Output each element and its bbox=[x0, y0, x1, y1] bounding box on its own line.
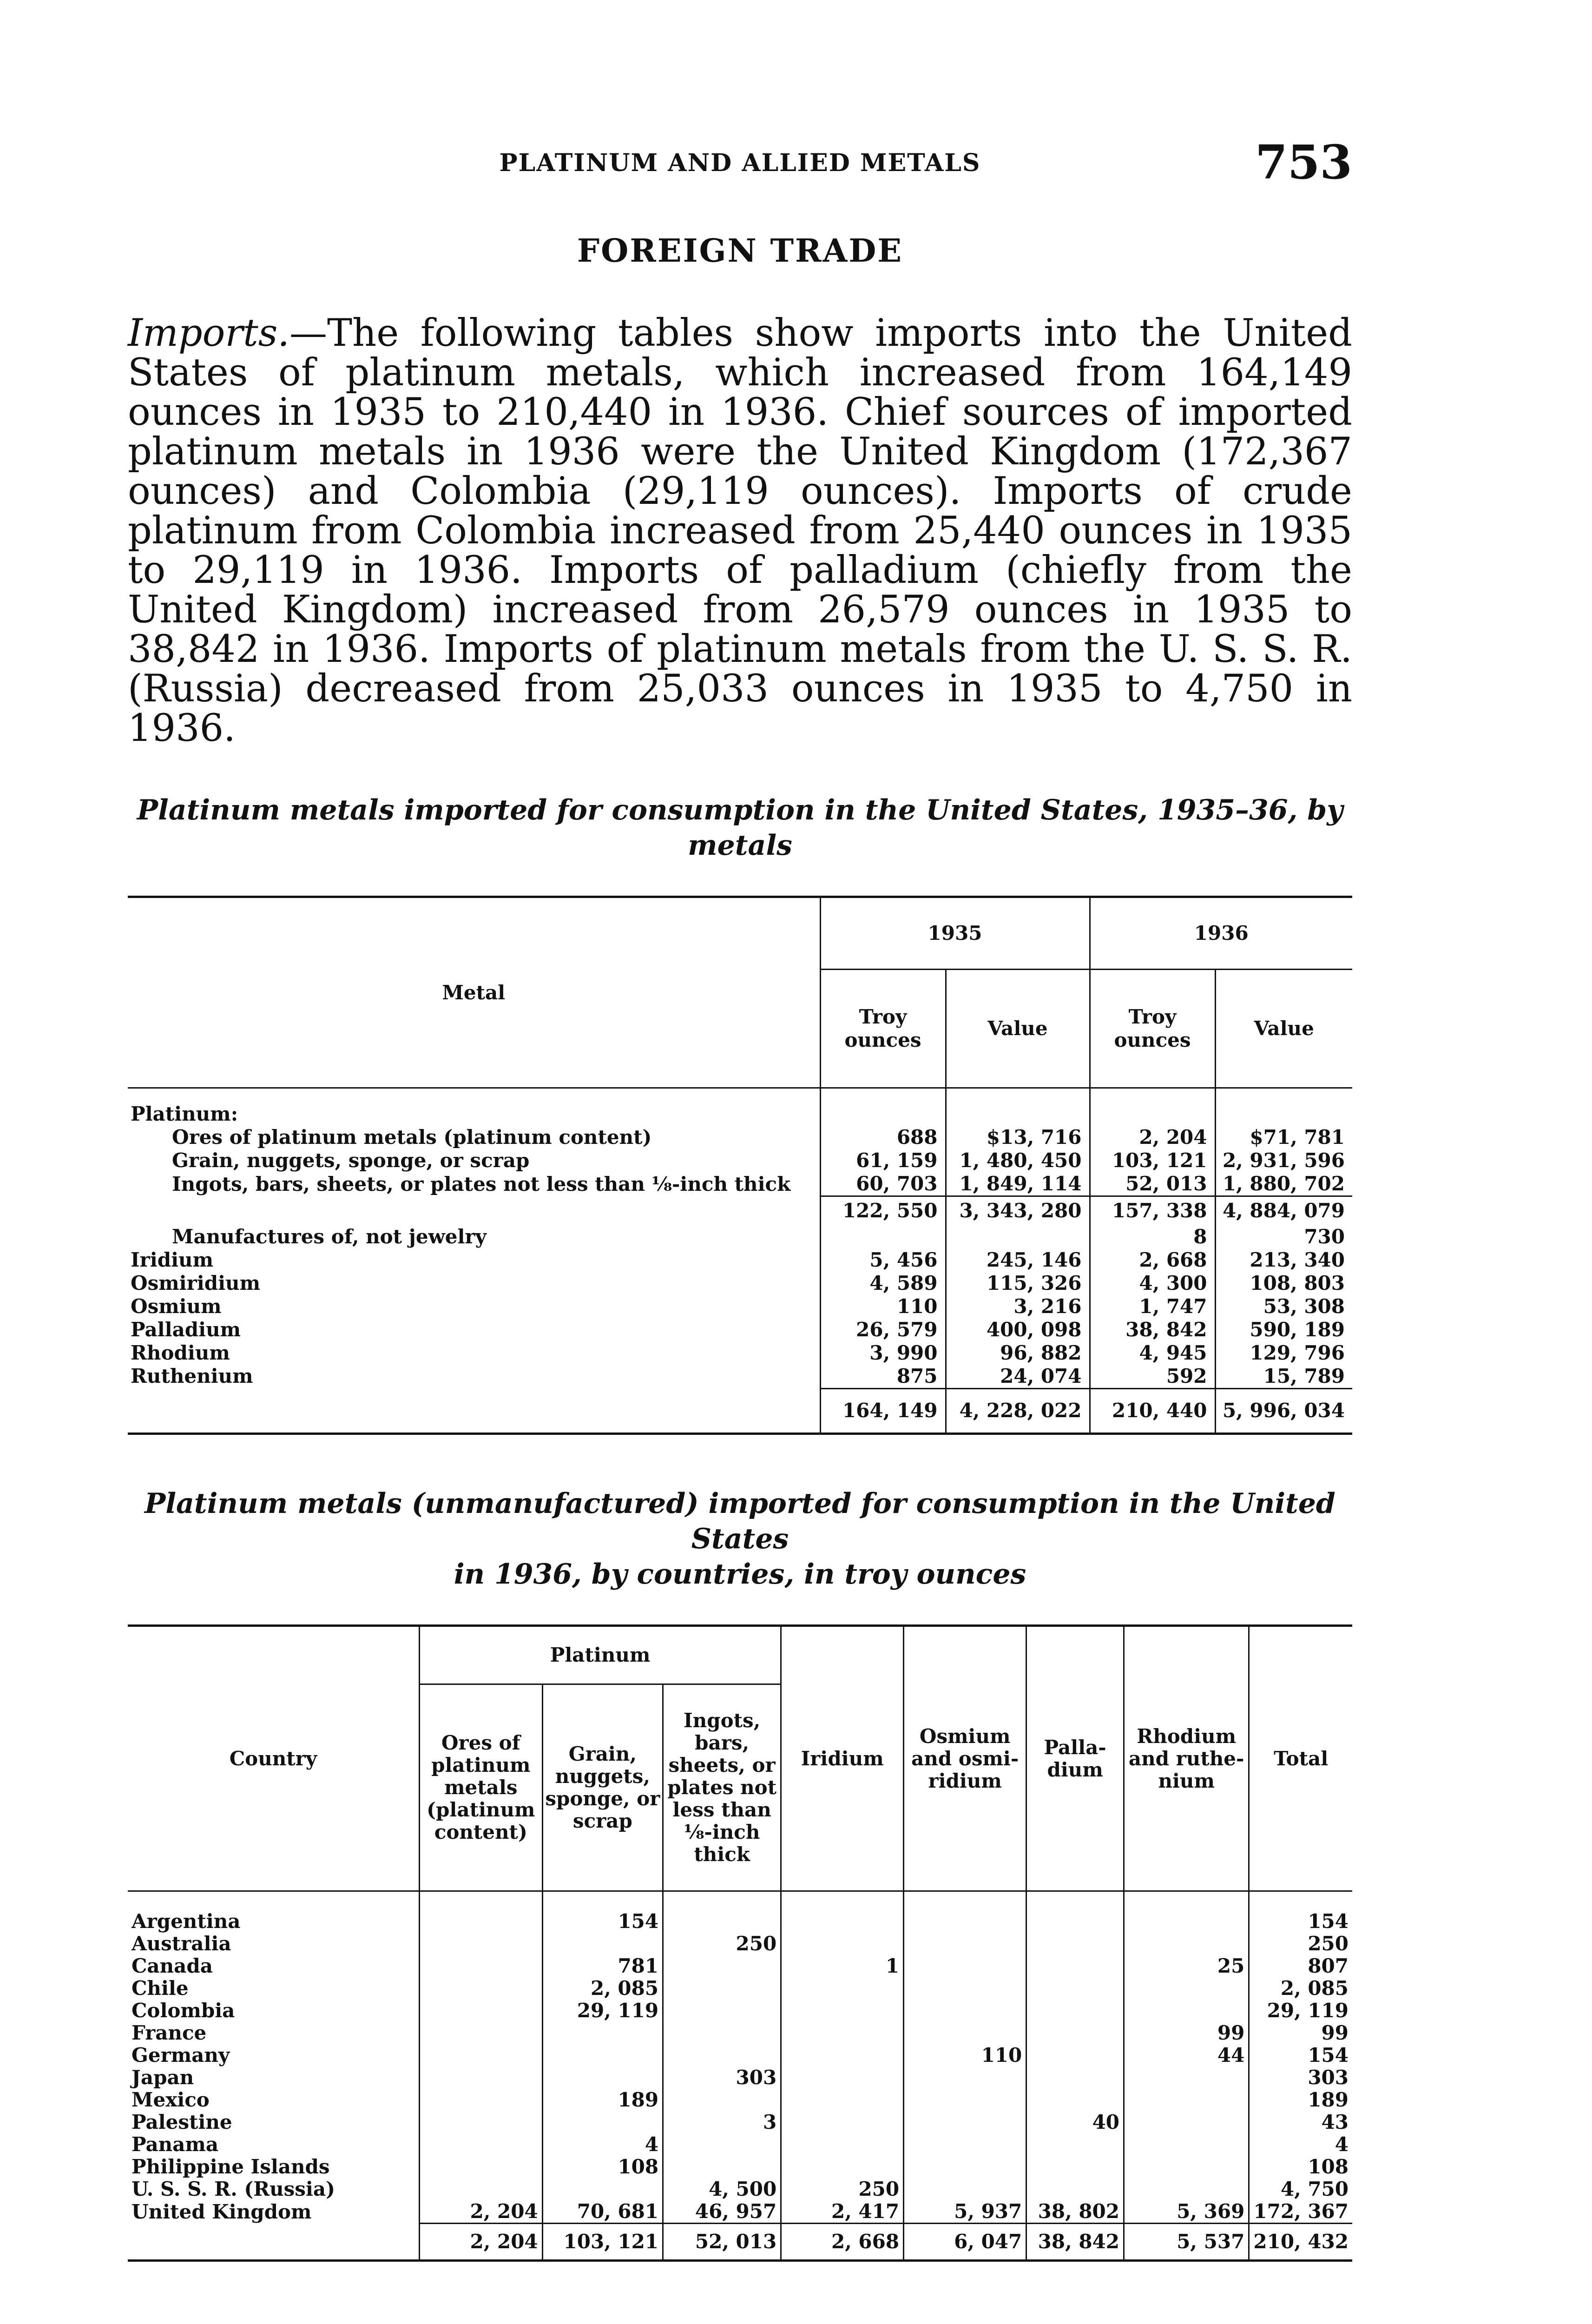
iridium-header: Iridium bbox=[781, 1626, 904, 1891]
cell-rhodium bbox=[1124, 2067, 1249, 2089]
table-row bbox=[128, 1933, 1352, 1955]
cell-palladium bbox=[1026, 1910, 1124, 1933]
year-1935-header: 1935 bbox=[820, 897, 1090, 970]
cell-ores bbox=[419, 2133, 542, 2156]
ingots-header: Ingots, bars, sheets, or plates not less than ⅛-inch thick bbox=[663, 1684, 781, 1891]
cell-grain bbox=[542, 2178, 663, 2200]
table-row bbox=[128, 1341, 1352, 1365]
cell-iridium bbox=[781, 2156, 904, 2178]
cell-ingots bbox=[663, 2000, 781, 2022]
cell-iridium bbox=[781, 2133, 904, 2156]
subtotal-value1935: 3, 343, 280 bbox=[946, 1196, 1090, 1225]
grain-header: Grain, nuggets, sponge, or scrap bbox=[542, 1684, 663, 1891]
cell-troy1936: 38, 842 bbox=[1090, 1318, 1215, 1341]
cell-value1935: 24, 074 bbox=[946, 1365, 1090, 1389]
cell-iridium bbox=[781, 2089, 904, 2111]
subtotal-label-cell bbox=[128, 1196, 820, 1225]
row-label: Ores of platinum metals (platinum content) bbox=[172, 1126, 652, 1149]
table-row bbox=[128, 1955, 1352, 1977]
total-troy1935: 164, 149 bbox=[820, 1388, 946, 1434]
cell-troy1936: 592 bbox=[1090, 1365, 1215, 1389]
cell-total: 154 bbox=[1249, 2044, 1352, 2067]
cell-iridium bbox=[781, 2044, 904, 2067]
cell-ores bbox=[419, 2178, 542, 2200]
cell-palladium bbox=[1026, 1933, 1124, 1955]
cell-iridium bbox=[781, 2022, 904, 2044]
cell-total: 172, 367 bbox=[1249, 2200, 1352, 2224]
cell-ingots bbox=[663, 1977, 781, 2000]
cell-total: 4, 750 bbox=[1249, 2178, 1352, 2200]
cell-palladium: 38, 802 bbox=[1026, 2200, 1124, 2224]
row-label: Iridium bbox=[131, 1248, 214, 1271]
country-name: U. S. S. R. (Russia) bbox=[132, 2178, 335, 2200]
cell-ingots bbox=[663, 2044, 781, 2067]
table-row bbox=[128, 1365, 1352, 1389]
cell-rhodium bbox=[1124, 1933, 1249, 1955]
cell-total: 108 bbox=[1249, 2156, 1352, 2178]
country-name: Germany bbox=[132, 2044, 230, 2067]
cell-grain bbox=[542, 2022, 663, 2044]
grand-total-row bbox=[128, 1388, 1352, 1434]
cell-value1936: 15, 789 bbox=[1215, 1365, 1352, 1389]
cell-iridium: 2, 417 bbox=[781, 2200, 904, 2224]
cell-troy1936: 1, 747 bbox=[1090, 1295, 1215, 1318]
cell-troy1935 bbox=[820, 1225, 946, 1248]
table1-caption: Platinum metals imported for consumption in the United States, 1935–36, by metals bbox=[137, 794, 1343, 862]
cell-iridium: 1 bbox=[781, 1955, 904, 1977]
cell-troy1935: 4, 589 bbox=[820, 1272, 946, 1295]
cell-value1936: 730 bbox=[1215, 1225, 1352, 1248]
cell-ingots bbox=[663, 2156, 781, 2178]
cell-total: 807 bbox=[1249, 1955, 1352, 1977]
cell-ores bbox=[419, 2089, 542, 2111]
cell-value1935: 400, 098 bbox=[946, 1318, 1090, 1341]
grand-total-label-cell bbox=[128, 1388, 820, 1434]
value-1935-header: Value bbox=[946, 970, 1090, 1088]
cell-osmium bbox=[904, 2067, 1026, 2089]
total-value1935: 4, 228, 022 bbox=[946, 1388, 1090, 1434]
cell-rhodium: 99 bbox=[1124, 2022, 1249, 2044]
cell-osmium bbox=[904, 1910, 1026, 1933]
table-row bbox=[128, 2067, 1352, 2089]
row-label: Ingots, bars, sheets, or plates not less than ⅛-inch thick bbox=[172, 1172, 791, 1195]
cell-ores bbox=[419, 2067, 542, 2089]
cell-value1936: 108, 803 bbox=[1215, 1272, 1352, 1295]
intro-paragraph bbox=[128, 311, 1352, 750]
troy-1935-header: Troy ounces bbox=[820, 970, 946, 1088]
subtotal-troy1935: 122, 550 bbox=[820, 1196, 946, 1225]
table2-body bbox=[128, 1891, 1352, 2261]
cell-osmium bbox=[904, 1933, 1026, 1955]
section-title: FOREIGN TRADE bbox=[577, 232, 903, 270]
table-row bbox=[128, 1272, 1352, 1295]
table-row bbox=[128, 1172, 1352, 1196]
cell-iridium bbox=[781, 1910, 904, 1933]
platinum-group-label: Platinum: bbox=[131, 1103, 238, 1125]
osmium-header: Osmium and osmi-ridium bbox=[904, 1626, 1026, 1891]
cell-osmium bbox=[904, 2133, 1026, 2156]
cell-ingots: 250 bbox=[663, 1933, 781, 1955]
total-total: 210, 432 bbox=[1249, 2224, 1352, 2261]
cell-iridium bbox=[781, 2000, 904, 2022]
metal-header: Metal bbox=[128, 897, 820, 1088]
cell-total: 154 bbox=[1249, 1910, 1352, 1933]
imports-by-metal-table bbox=[128, 896, 1352, 1435]
cell-rhodium: 44 bbox=[1124, 2044, 1249, 2067]
cell-grain: 70, 681 bbox=[542, 2200, 663, 2224]
cell-troy1936: 103, 121 bbox=[1090, 1149, 1215, 1172]
cell-osmium bbox=[904, 1977, 1026, 2000]
running-title: PLATINUM AND ALLIED METALS bbox=[499, 149, 981, 177]
cell-ores bbox=[419, 1910, 542, 1933]
cell-rhodium bbox=[1124, 2156, 1249, 2178]
cell-ingots bbox=[663, 2022, 781, 2044]
cell-palladium bbox=[1026, 1955, 1124, 1977]
table-row bbox=[128, 2156, 1352, 2178]
cell-grain bbox=[542, 1933, 663, 1955]
cell-grain: 154 bbox=[542, 1910, 663, 1933]
cell-total: 99 bbox=[1249, 2022, 1352, 2044]
cell-palladium bbox=[1026, 2044, 1124, 2067]
platinum-group-row bbox=[128, 1103, 1352, 1126]
intro-lead: Imports. bbox=[128, 311, 290, 355]
cell-rhodium bbox=[1124, 1910, 1249, 1933]
table-row bbox=[128, 1295, 1352, 1318]
cell-grain bbox=[542, 2111, 663, 2133]
cell-rhodium bbox=[1124, 2000, 1249, 2022]
cell-total: 303 bbox=[1249, 2067, 1352, 2089]
total-osmium: 6, 047 bbox=[904, 2224, 1026, 2261]
cell-rhodium bbox=[1124, 2089, 1249, 2111]
cell-rhodium bbox=[1124, 1977, 1249, 2000]
cell-osmium bbox=[904, 2156, 1026, 2178]
total-rhodium: 5, 537 bbox=[1124, 2224, 1249, 2261]
table-row bbox=[128, 2133, 1352, 2156]
cell-osmium bbox=[904, 2089, 1026, 2111]
cell-total: 4 bbox=[1249, 2133, 1352, 2156]
cell-grain: 781 bbox=[542, 1955, 663, 1977]
cell-troy1935: 26, 579 bbox=[820, 1318, 946, 1341]
cell-value1936: 590, 189 bbox=[1215, 1318, 1352, 1341]
table1-body bbox=[128, 1088, 1352, 1434]
cell-osmium: 5, 937 bbox=[904, 2200, 1026, 2224]
cell-palladium bbox=[1026, 2178, 1124, 2200]
cell-grain: 189 bbox=[542, 2089, 663, 2111]
table-row bbox=[128, 1318, 1352, 1341]
cell-ingots: 303 bbox=[663, 2067, 781, 2089]
country-name: Chile bbox=[132, 1977, 189, 2000]
row-label: Palladium bbox=[131, 1318, 241, 1341]
table-row bbox=[128, 2044, 1352, 2067]
cell-ores: 2, 204 bbox=[419, 2200, 542, 2224]
running-header bbox=[128, 135, 1352, 190]
cell-troy1936: 4, 945 bbox=[1090, 1341, 1215, 1365]
cell-ingots bbox=[663, 1910, 781, 1933]
cell-value1935: 96, 882 bbox=[946, 1341, 1090, 1365]
value-1936-header: Value bbox=[1215, 970, 1352, 1088]
country-name: Australia bbox=[132, 1932, 231, 1955]
platinum-group-header: Platinum bbox=[419, 1626, 781, 1684]
cell-palladium bbox=[1026, 2067, 1124, 2089]
subtotal-value1936: 4, 884, 079 bbox=[1215, 1196, 1352, 1225]
cell-ingots: 4, 500 bbox=[663, 2178, 781, 2200]
cell-troy1936: 52, 013 bbox=[1090, 1172, 1215, 1196]
country-name: Argentina bbox=[132, 1910, 241, 1933]
table-row bbox=[128, 1977, 1352, 2000]
cell-ingots: 46, 957 bbox=[663, 2200, 781, 2224]
table-row bbox=[128, 2200, 1352, 2224]
cell-ores bbox=[419, 1933, 542, 1955]
table-row bbox=[128, 1126, 1352, 1149]
cell-osmium bbox=[904, 2111, 1026, 2133]
cell-iridium bbox=[781, 2067, 904, 2089]
total-iridium: 2, 668 bbox=[781, 2224, 904, 2261]
country-header: Country bbox=[128, 1626, 419, 1891]
cell-ores bbox=[419, 2000, 542, 2022]
cell-ores bbox=[419, 2156, 542, 2178]
cell-value1935 bbox=[946, 1225, 1090, 1248]
cell-rhodium bbox=[1124, 2111, 1249, 2133]
country-name: France bbox=[132, 2021, 207, 2044]
cell-ores bbox=[419, 1955, 542, 1977]
cell-troy1935: 3, 990 bbox=[820, 1341, 946, 1365]
cell-troy1936: 2, 204 bbox=[1090, 1126, 1215, 1149]
ores-header: Ores of platinum metals (platinum content) bbox=[419, 1684, 542, 1891]
cell-iridium bbox=[781, 1977, 904, 2000]
cell-troy1936: 4, 300 bbox=[1090, 1272, 1215, 1295]
table-row bbox=[128, 2000, 1352, 2022]
intro-text: —The following tables show imports into the United States of platinum metals, which increased from 164,149 ounces in 1935 to 210,440 in 1936. Chief sources of imported platinum metals in 1936 were the United Kingdom (172,367 ounces) and Colombia (29,119 ounces). Imports of crude platinum from Colombia increased from 25,440 ounces in 1935 to 29,119 in 1936. Imports of palladium (chiefly from the United Kingdom) increased from 26,579 ounces in 1935 to 38,842 in 1936. Imports of platinum metals from the U. S. S. R. (Russia) decreased from 25,033 ounces in 1935 to 4,750 in 1936. bbox=[128, 311, 1352, 750]
cell-value1936: 53, 308 bbox=[1215, 1295, 1352, 1318]
total-value1936: 5, 996, 034 bbox=[1215, 1388, 1352, 1434]
palladium-header: Palla-dium bbox=[1026, 1626, 1124, 1891]
page-number: 753 bbox=[1255, 135, 1352, 190]
cell-osmium: 110 bbox=[904, 2044, 1026, 2067]
cell-osmium bbox=[904, 2022, 1026, 2044]
row-label: Osmiridium bbox=[131, 1271, 261, 1294]
total-ores: 2, 204 bbox=[419, 2224, 542, 2261]
row-label: Osmium bbox=[131, 1294, 222, 1318]
spacer-row bbox=[128, 1088, 1352, 1103]
cell-value1935: $13, 716 bbox=[946, 1126, 1090, 1149]
cell-ingots bbox=[663, 2133, 781, 2156]
cell-value1936: 1, 880, 702 bbox=[1215, 1172, 1352, 1196]
platinum-subtotal-row bbox=[128, 1196, 1352, 1225]
cell-rhodium bbox=[1124, 2133, 1249, 2156]
total-troy1936: 210, 440 bbox=[1090, 1388, 1215, 1434]
row-label: Ruthenium bbox=[131, 1365, 253, 1388]
cell-value1936: 129, 796 bbox=[1215, 1341, 1352, 1365]
table2-caption-line2: in 1936, by countries, in troy ounces bbox=[454, 1558, 1026, 1591]
document-page bbox=[128, 135, 1352, 2262]
country-name: Panama bbox=[132, 2133, 219, 2156]
cell-iridium: 250 bbox=[781, 2178, 904, 2200]
cell-rhodium bbox=[1124, 2178, 1249, 2200]
country-name: Palestine bbox=[132, 2111, 232, 2133]
cell-grain: 4 bbox=[542, 2133, 663, 2156]
cell-value1936: 213, 340 bbox=[1215, 1248, 1352, 1272]
table2-caption-line1: Platinum metals (unmanufactured) imported for consumption in the United States bbox=[145, 1487, 1335, 1555]
imports-by-country-table bbox=[128, 1624, 1352, 2262]
cell-palladium bbox=[1026, 2133, 1124, 2156]
cell-value1936: $71, 781 bbox=[1215, 1126, 1352, 1149]
cell-iridium bbox=[781, 2111, 904, 2133]
cell-troy1935: 110 bbox=[820, 1295, 946, 1318]
cell-troy1936: 2, 668 bbox=[1090, 1248, 1215, 1272]
country-name: Philippine Islands bbox=[132, 2155, 330, 2178]
cell-value1935: 3, 216 bbox=[946, 1295, 1090, 1318]
spacer-row bbox=[128, 1891, 1352, 1911]
cell-troy1935: 688 bbox=[820, 1126, 946, 1149]
cell-value1935: 245, 146 bbox=[946, 1248, 1090, 1272]
cell-ores bbox=[419, 2111, 542, 2133]
cell-grain: 2, 085 bbox=[542, 1977, 663, 2000]
table-row bbox=[128, 1225, 1352, 1248]
row-label: Rhodium bbox=[131, 1341, 230, 1364]
cell-palladium: 40 bbox=[1026, 2111, 1124, 2133]
country-name: Colombia bbox=[132, 1999, 235, 2022]
country-total-row bbox=[128, 2224, 1352, 2261]
cell-ores bbox=[419, 1977, 542, 2000]
cell-value1935: 1, 849, 114 bbox=[946, 1172, 1090, 1196]
cell-value1935: 1, 480, 450 bbox=[946, 1149, 1090, 1172]
table-row bbox=[128, 1149, 1352, 1172]
cell-troy1935: 5, 456 bbox=[820, 1248, 946, 1272]
country-name: United Kingdom bbox=[132, 2200, 312, 2223]
total-header: Total bbox=[1249, 1626, 1352, 1891]
table-row bbox=[128, 2022, 1352, 2044]
cell-palladium bbox=[1026, 2000, 1124, 2022]
cell-troy1936: 8 bbox=[1090, 1225, 1215, 1248]
cell-ores bbox=[419, 2022, 542, 2044]
cell-osmium bbox=[904, 2178, 1026, 2200]
cell-grain bbox=[542, 2067, 663, 2089]
cell-ingots: 3 bbox=[663, 2111, 781, 2133]
cell-total: 29, 119 bbox=[1249, 2000, 1352, 2022]
cell-troy1935: 875 bbox=[820, 1365, 946, 1389]
row-label: Manufactures of, not jewelry bbox=[172, 1225, 487, 1248]
cell-grain: 108 bbox=[542, 2156, 663, 2178]
table-row bbox=[128, 2111, 1352, 2133]
country-name: Canada bbox=[132, 1954, 213, 1977]
table-row bbox=[128, 2178, 1352, 2200]
cell-total: 189 bbox=[1249, 2089, 1352, 2111]
rhodium-header: Rhodium and ruthe-nium bbox=[1124, 1626, 1249, 1891]
table2-caption bbox=[128, 1486, 1352, 1592]
cell-palladium bbox=[1026, 2089, 1124, 2111]
total-grain: 103, 121 bbox=[542, 2224, 663, 2261]
cell-ingots bbox=[663, 2089, 781, 2111]
cell-palladium bbox=[1026, 2022, 1124, 2044]
cell-rhodium: 25 bbox=[1124, 1955, 1249, 1977]
cell-grain bbox=[542, 2044, 663, 2067]
table-row bbox=[128, 1248, 1352, 1272]
cell-total: 2, 085 bbox=[1249, 1977, 1352, 2000]
cell-total: 250 bbox=[1249, 1933, 1352, 1955]
country-name: Japan bbox=[132, 2066, 194, 2089]
cell-troy1935: 60, 703 bbox=[820, 1172, 946, 1196]
country-name: Mexico bbox=[132, 2088, 210, 2111]
cell-troy1935: 61, 159 bbox=[820, 1149, 946, 1172]
total-ingots: 52, 013 bbox=[663, 2224, 781, 2261]
table-row bbox=[128, 2089, 1352, 2111]
row-label: Grain, nuggets, sponge, or scrap bbox=[172, 1149, 530, 1172]
table-row bbox=[128, 1910, 1352, 1933]
cell-rhodium: 5, 369 bbox=[1124, 2200, 1249, 2224]
cell-value1936: 2, 931, 596 bbox=[1215, 1149, 1352, 1172]
year-1936-header: 1936 bbox=[1090, 897, 1352, 970]
cell-ores bbox=[419, 2044, 542, 2067]
total-palladium: 38, 842 bbox=[1026, 2224, 1124, 2261]
cell-palladium bbox=[1026, 1977, 1124, 2000]
cell-total: 43 bbox=[1249, 2111, 1352, 2133]
cell-osmium bbox=[904, 1955, 1026, 1977]
country-total-label-cell bbox=[128, 2224, 419, 2261]
cell-iridium bbox=[781, 1933, 904, 1955]
cell-palladium bbox=[1026, 2156, 1124, 2178]
subtotal-troy1936: 157, 338 bbox=[1090, 1196, 1215, 1225]
cell-osmium bbox=[904, 2000, 1026, 2022]
cell-ingots bbox=[663, 1955, 781, 1977]
cell-value1935: 115, 326 bbox=[946, 1272, 1090, 1295]
cell-grain: 29, 119 bbox=[542, 2000, 663, 2022]
troy-1936-header: Troy ounces bbox=[1090, 970, 1215, 1088]
